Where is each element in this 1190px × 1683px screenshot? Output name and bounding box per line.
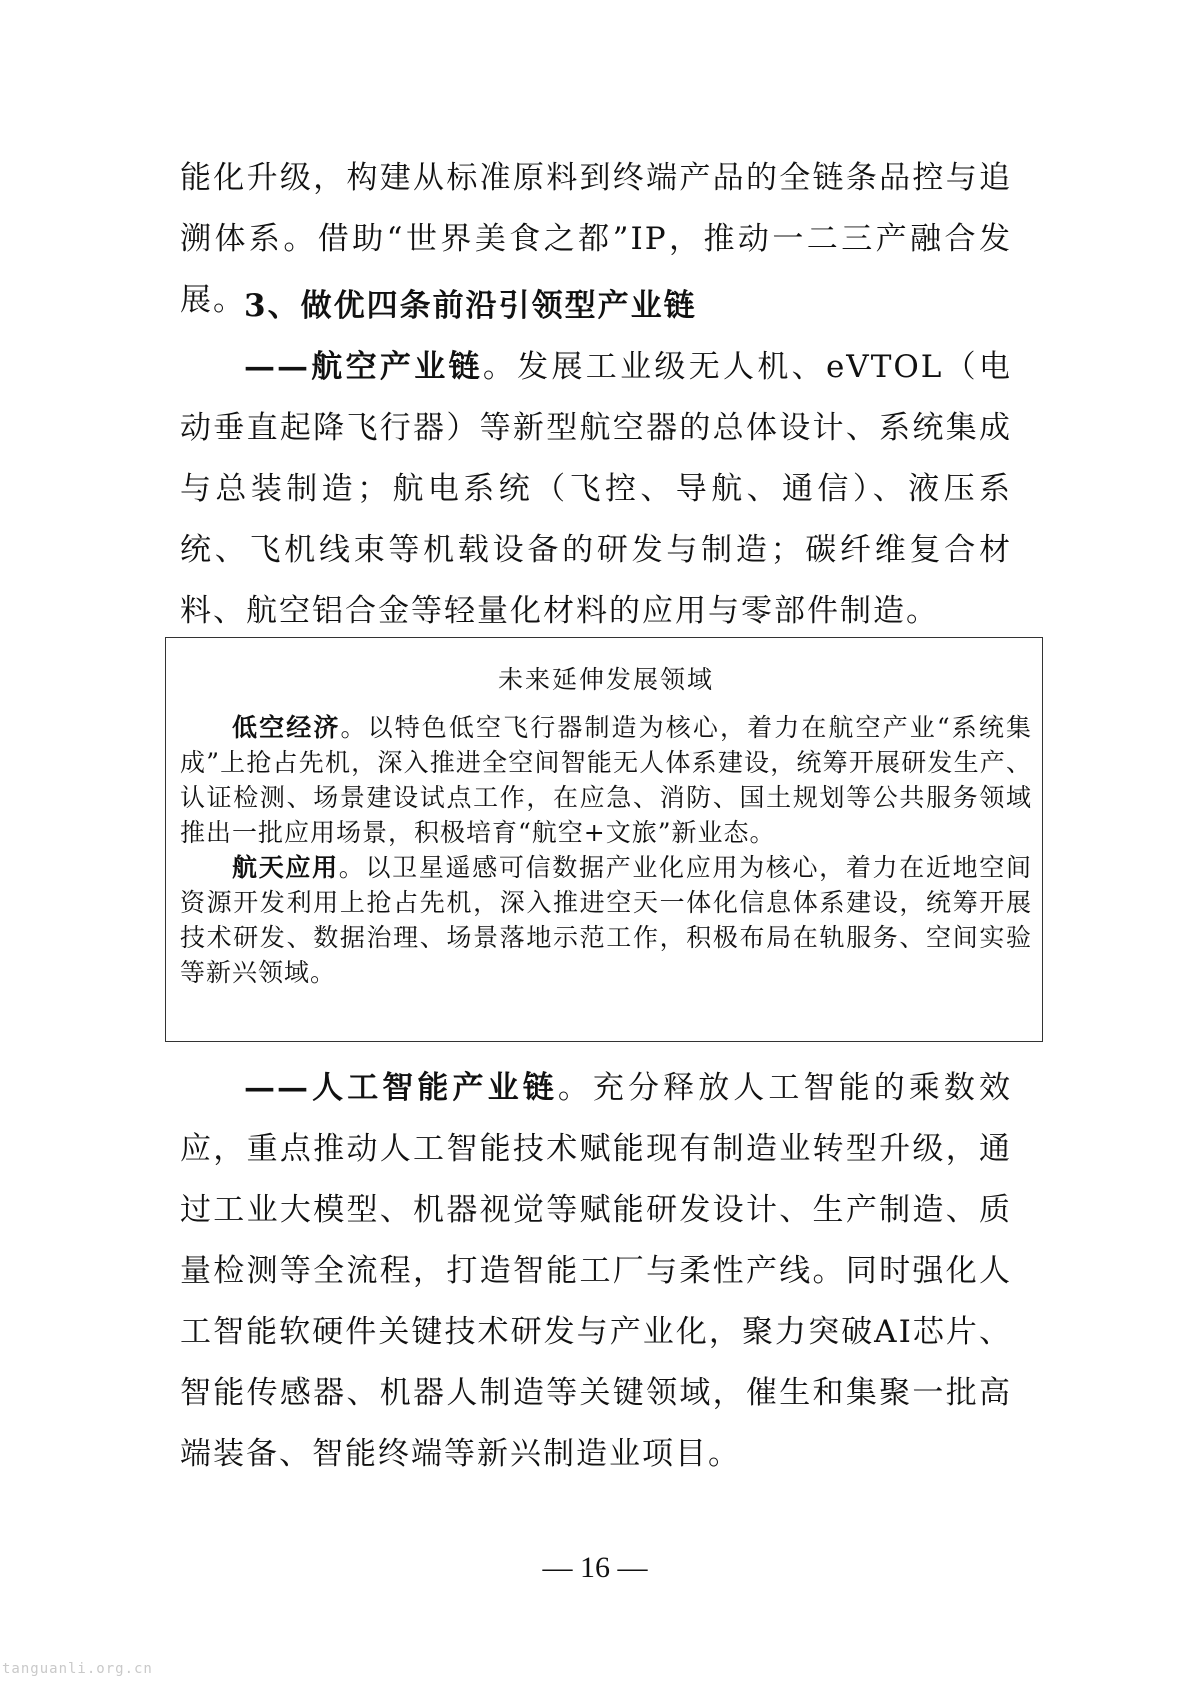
box-item-text: 。以特色低空飞行器制造为核心，着力在航空产业“系统集成”上抢占先机，深入推进全空间智能无人体系建设，统筹开展研发生产、认证检测、场景建设试点工作，在应急、消防、国土规划等公共服务领域推出一批应用场景，积极培育“航空+文旅”新业态。 — [180, 713, 1032, 847]
ai-lead: ——人工智能产业链 — [244, 1070, 558, 1106]
box-item-low-altitude — [180, 710, 1032, 850]
box-item-text: 。以卫星遥感可信数据产业化应用为核心，着力在近地空间资源开发利用上抢占先机，深入推进空天一体化信息体系建设，统筹开展技术研发、数据治理、场景落地示范工作，积极布局在轨服务、空间实验等新兴领域。 — [180, 853, 1032, 987]
box-item-lead: 航天应用 — [232, 853, 339, 882]
paragraph-ai — [180, 1058, 1012, 1485]
box-item-aerospace — [180, 850, 1032, 990]
page-number: — 16 — — [542, 1551, 648, 1584]
box-item-lead: 低空经济 — [232, 713, 341, 742]
paragraph-aviation — [180, 337, 1012, 642]
future-fields-box — [165, 637, 1043, 1042]
intro-text: 能化升级，构建从标准原料到终端产品的全链条品控与追溯体系。借助“世界美食之都”IP，推动一二三产融合发展。 — [180, 160, 1012, 318]
box-title: 未来延伸发展领域 — [497, 665, 714, 694]
aviation-text: 。发展工业级无人机、eVTOL（电动垂直起降飞行器）等新型航空器的总体设计、系统集成与总装制造；航电系统（飞控、导航、通信）、液压系统、飞机线束等机载设备的研发与制造；碳纤维复合材料、航空铝合金等轻量化材料的应用与零部件制造。 — [180, 349, 1012, 629]
ai-text: 。充分释放人工智能的乘数效应，重点推动人工智能技术赋能现有制造业转型升级，通过工业大模型、机器视觉等赋能研发设计、生产制造、质量检测等全流程，打造智能工厂与柔性产线。同时强化人工智能软硬件关键技术研发与产业化，聚力突破AI芯片、智能传感器、机器人制造等关键领域，催生和集聚一批高端装备、智能终端等新兴制造业项目。 — [180, 1070, 1013, 1472]
watermark: tanguanli.org.cn — [2, 1661, 153, 1677]
aviation-lead: ——航空产业链 — [244, 349, 483, 385]
section-heading: 3、做优四条前沿引领型产业链 — [244, 288, 697, 324]
